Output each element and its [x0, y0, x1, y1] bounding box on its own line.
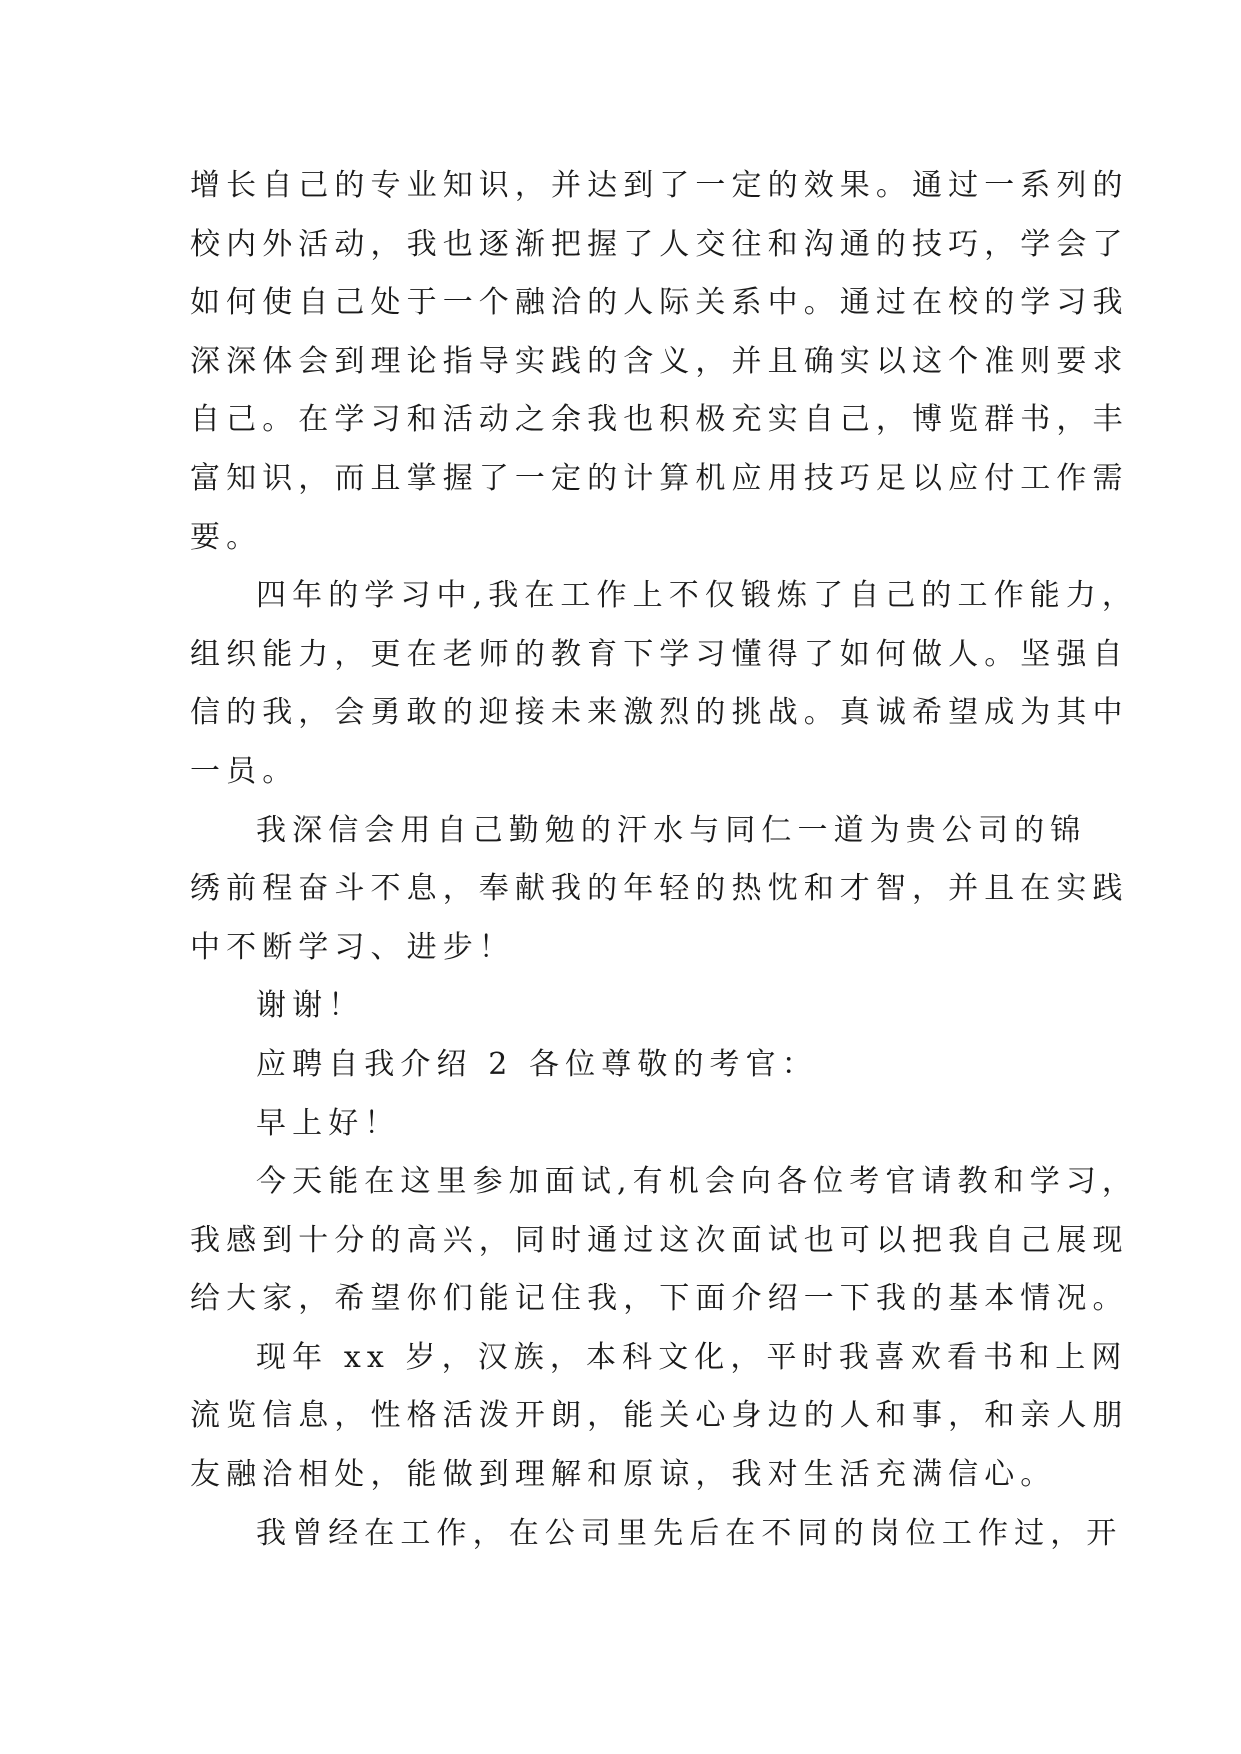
section-heading: 应聘自我介绍 2 各位尊敬的考官： — [256, 1046, 818, 1082]
text-line: 我感到十分的高兴，同时通过这次面试也可以把我自己展现 — [190, 1222, 1129, 1258]
text-line: 给大家，希望你们能记住我，下面介绍一下我的基本情况。 — [190, 1281, 1129, 1317]
text-line: 一员。 — [190, 753, 299, 789]
text-line: 绣前程奋斗不息，奉献我的年轻的热忱和才智，并且在实践 — [190, 871, 1129, 907]
thanks-line: 谢谢！ — [256, 988, 365, 1024]
paragraph-start-line: 现年 xx 岁，汉族，本科文化，平时我喜欢看书和上网 — [256, 1339, 1128, 1375]
paragraph-start-line: 四年的学习中,我在工作上不仅锻炼了自己的工作能力， — [256, 578, 1139, 614]
text-line: 深深体会到理论指导实践的含义，并且确实以这个准则要求 — [190, 343, 1129, 379]
body-text — [190, 157, 1139, 1563]
text-line: 要。 — [190, 519, 263, 555]
text-line: 校内外活动，我也逐渐把握了人交往和沟通的技巧，学会了 — [190, 226, 1129, 262]
greeting-line: 早上好！ — [256, 1105, 401, 1141]
text-line: 组织能力，更在老师的教育下学习懂得了如何做人。坚强自 — [190, 636, 1129, 672]
text-line: 流览信息，性格活泼开朗，能关心身边的人和事，和亲人朋 — [190, 1398, 1129, 1434]
paragraph-start-line: 今天能在这里参加面试,有机会向各位考官请教和学习， — [256, 1164, 1139, 1200]
text-line: 如何使自己处于一个融洽的人际关系中。通过在校的学习我 — [190, 285, 1129, 321]
paragraph-start-line: 我曾经在工作，在公司里先后在不同的岗位工作过，开 — [256, 1515, 1123, 1551]
text-line: 信的我，会勇敢的迎接未来激烈的挑战。真诚希望成为其中 — [190, 695, 1129, 731]
text-line: 友融洽相处，能做到理解和原谅，我对生活充满信心。 — [190, 1457, 1057, 1493]
text-line: 自己。在学习和活动之余我也积极充实自己，博览群书，丰 — [190, 402, 1129, 438]
text-line: 增长自己的专业知识，并达到了一定的效果。通过一系列的 — [190, 168, 1129, 203]
text-line: 富知识，而且掌握了一定的计算机应用技巧足以应付工作需 — [190, 460, 1129, 496]
paragraph-start-line: 我深信会用自己勤勉的汗水与同仁一道为贵公司的锦 — [256, 812, 1087, 848]
text-line: 中不断学习、进步！ — [190, 929, 515, 965]
